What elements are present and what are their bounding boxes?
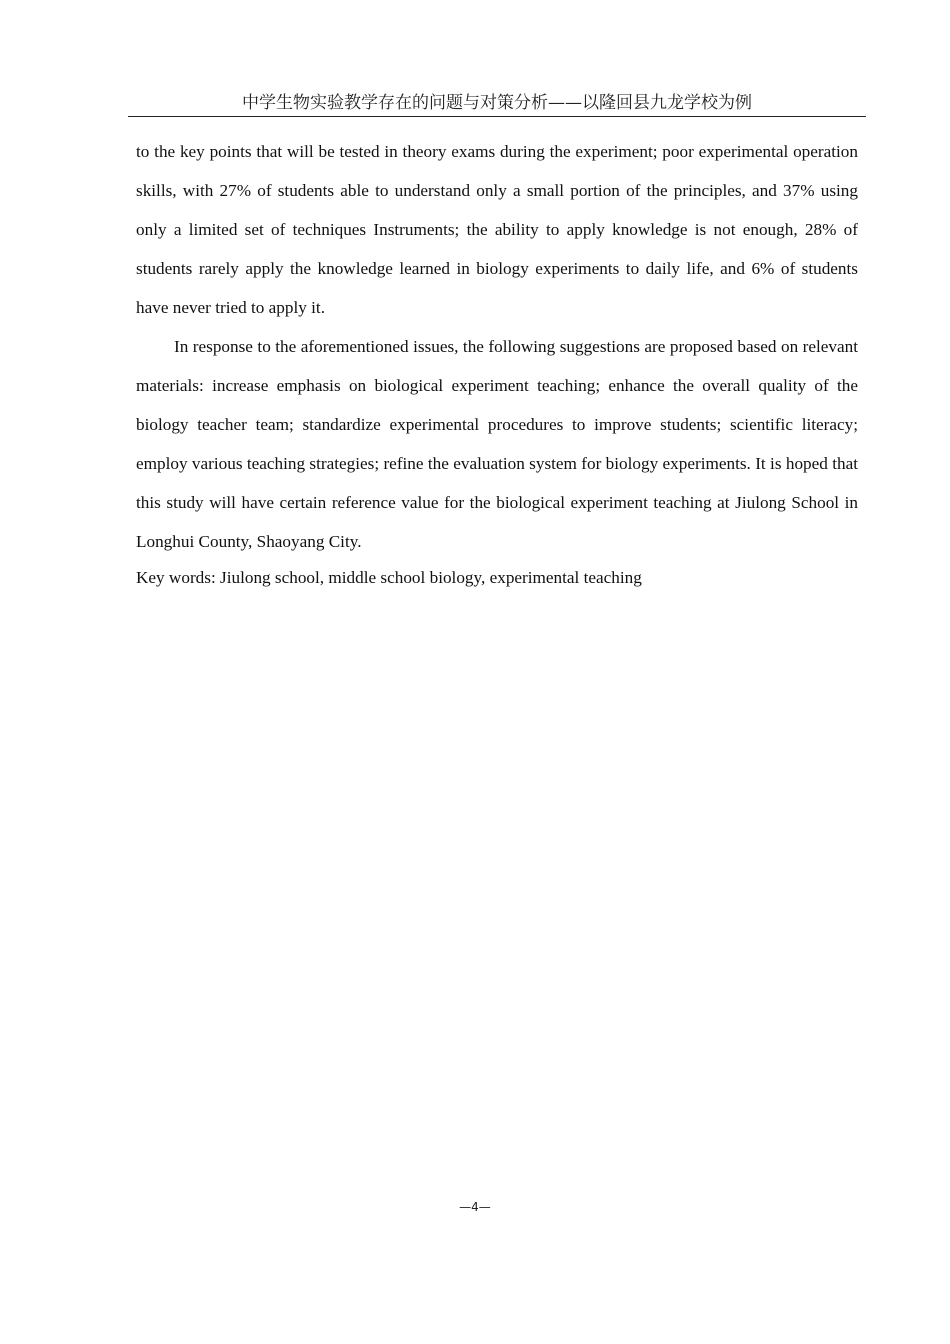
running-header-title: 中学生物实验教学存在的问题与对策分析——以隆回县九龙学校为例 bbox=[242, 93, 752, 113]
page-number: —4— bbox=[459, 1200, 491, 1214]
abstract-paragraph-continued: to the key points that will be tested in theory exams during the experiment; poor experimental operation skills, with 27% of students able to understand only a small portion of the principles, and 37% using only a limited set of techniques Instruments; the ability to apply knowledge is not enough, 28% of students rarely apply the knowledge learned in biology experiments to daily life, and 6% of students have never tried to apply it. bbox=[136, 142, 858, 317]
abstract-paragraph-suggestions: In response to the aforementioned issues, the following suggestions are proposed based on relevant materials: increase emphasis on biological experiment teaching; enhance the overall quality of the biology teacher team; standardize experimental procedures to improve students; scientific literacy; employ various teaching strategies; refine the evaluation system for biology experiments. It is hoped that this study will have certain reference value for the biological experiment teaching at Jiulong School in Longhui County, Shaoyang City. bbox=[136, 337, 858, 551]
running-header bbox=[128, 92, 866, 117]
abstract-body bbox=[136, 132, 858, 597]
keywords-line: Key words: Jiulong school, middle school biology, experimental teaching bbox=[136, 568, 642, 587]
